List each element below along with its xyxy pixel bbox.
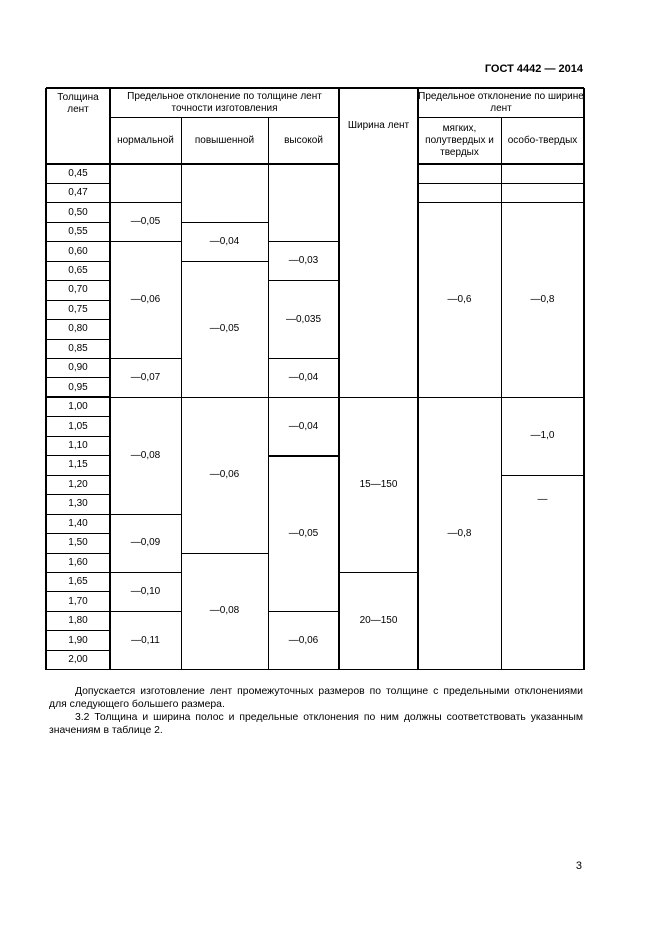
high-tolerance-cell: —0,05 <box>288 527 319 539</box>
thickness-cell: 0,50 <box>68 206 88 218</box>
normal-tolerance-cell: —0,06 <box>130 294 161 306</box>
high-tolerance-cell: —0,04 <box>288 420 319 432</box>
width-range-cell: 20—150 <box>359 615 398 627</box>
normal-tolerance-cell: —0,05 <box>130 216 161 228</box>
header-high: высокой <box>284 134 323 146</box>
thickness-cell: 0,75 <box>68 303 88 315</box>
raised-tolerance-cell: —0,06 <box>209 469 240 481</box>
header-width: Ширина лент <box>347 120 410 131</box>
thickness-cell: 1,30 <box>68 498 88 510</box>
high-tolerance-cell: —0,04 <box>288 371 319 383</box>
width-range-cell: 15—150 <box>359 478 398 490</box>
thickness-cell: 0,55 <box>68 226 88 238</box>
thickness-cell: 0,95 <box>68 381 88 393</box>
thickness-cell: 1,20 <box>68 478 88 490</box>
tolerance-table <box>46 88 584 674</box>
header-soft: мягких, полутвердых и твердых <box>425 122 494 158</box>
thickness-cell: 0,47 <box>68 187 88 199</box>
normal-tolerance-cell: —0,07 <box>130 371 161 383</box>
thickness-cell: 1,05 <box>68 420 88 432</box>
high-tolerance-cell: —0,03 <box>288 255 319 267</box>
thickness-cell: 1,60 <box>68 556 88 568</box>
normal-tolerance-cell: —0,11 <box>131 634 160 646</box>
thickness-cell: 1,15 <box>68 459 88 471</box>
extra-hard-width-tolerance-cell: — <box>537 493 548 505</box>
note-intermediate-sizes: Допускается изготовление лент промежуточных размеров по толщине с предельными отклонениями для следующего большего размера. <box>49 686 583 710</box>
normal-tolerance-cell: —0,09 <box>130 537 161 549</box>
header-normal: нормальной <box>117 134 174 146</box>
high-tolerance-cell: —0,06 <box>288 634 319 646</box>
normal-tolerance-cell: —0,08 <box>130 449 161 461</box>
raised-tolerance-cell: —0,05 <box>209 323 240 335</box>
header-extra-hard: особо-твердых <box>507 134 578 146</box>
header-raised: повышенной <box>194 134 255 146</box>
high-tolerance-cell: —0,035 <box>285 313 322 325</box>
extra-hard-width-tolerance-cell: —0,8 <box>530 294 555 306</box>
note-section-3-2: 3.2 Толщина и ширина полос и предельные отклонения по ним должны соответствовать указанным значениям в таблице 2. <box>49 712 583 736</box>
thickness-cell: 1,70 <box>68 595 88 607</box>
thickness-cell: 1,00 <box>68 401 88 413</box>
thickness-cell: 0,60 <box>68 245 88 257</box>
normal-tolerance-cell: —0,10 <box>130 585 161 597</box>
thickness-cell: 1,80 <box>68 615 88 627</box>
thickness-cell: 0,65 <box>68 264 88 276</box>
soft-width-tolerance-cell: —0,6 <box>447 294 472 306</box>
thickness-cell: 0,45 <box>68 167 88 179</box>
raised-tolerance-cell: —0,04 <box>209 235 240 247</box>
notes <box>49 685 583 737</box>
thickness-cell: 1,90 <box>68 634 88 646</box>
thickness-cell: 0,90 <box>68 362 88 374</box>
thickness-cell: 0,70 <box>68 284 88 296</box>
header-width-deviation: Предельное отклонение по ширине лент <box>418 90 584 114</box>
extra-hard-width-tolerance-cell: —1,0 <box>530 430 555 442</box>
header-thickness-deviation: Предельное отклонение по толщине лент точности изготовления <box>127 90 322 114</box>
thickness-cell: 2,00 <box>68 653 88 665</box>
thickness-cell: 1,50 <box>68 537 88 549</box>
soft-width-tolerance-cell: —0,8 <box>447 527 472 539</box>
thickness-cell: 1,10 <box>68 440 88 452</box>
table-rule <box>418 183 584 184</box>
thickness-cell: 0,85 <box>68 342 88 354</box>
thickness-cell: 0,80 <box>68 323 88 335</box>
page-number: 3 <box>575 860 582 872</box>
thickness-cell: 1,40 <box>68 517 88 529</box>
standard-number: ГОСТ 4442 — 2014 <box>484 63 583 75</box>
raised-tolerance-cell: —0,08 <box>209 605 240 617</box>
thickness-cell: 1,65 <box>68 576 88 588</box>
header-thickness: Толщина лент <box>57 92 99 115</box>
